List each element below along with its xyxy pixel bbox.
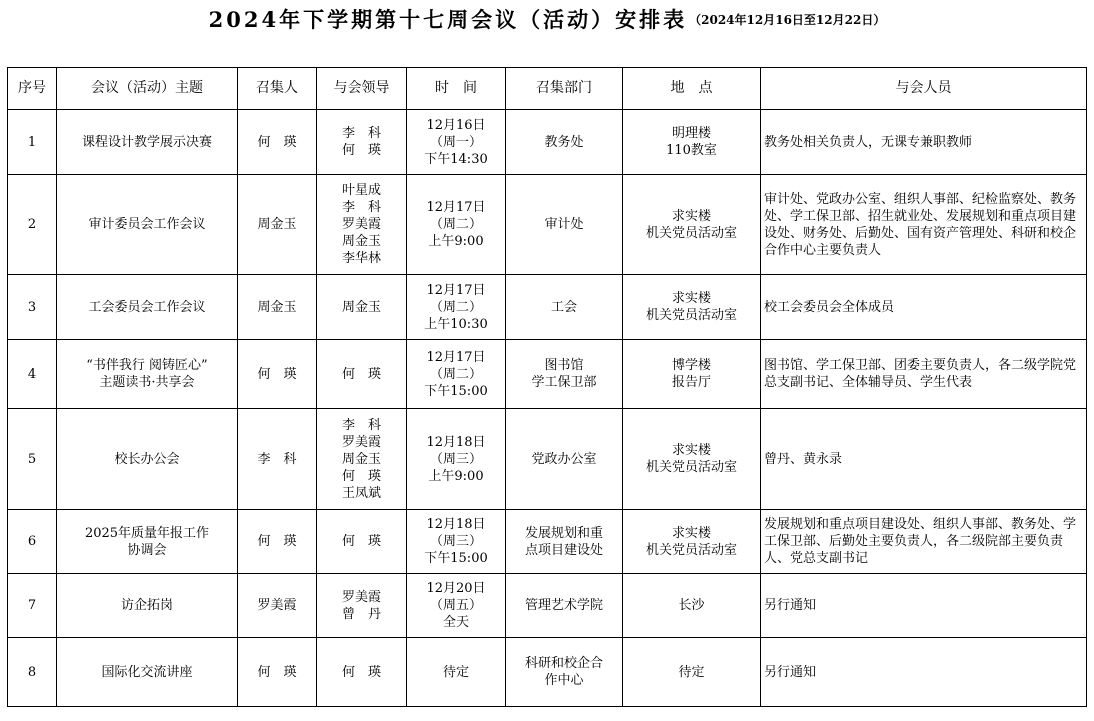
cell-topic: 课程设计教学展示决赛 [57,110,238,175]
cell-time: 12月17日 （周二） 下午15:00 [407,340,506,409]
cell-convener: 何 瑛 [238,110,317,175]
cell-location: 求实楼 机关党员活动室 [623,175,761,275]
title-main: 2024年下学期第十七周会议（活动）安排表 [208,7,688,32]
cell-department: 图书馆 学工保卫部 [506,340,623,409]
table-row [8,175,1087,275]
cell-attendees: 发展规划和重点项目建设处、组织人事部、教务处、学工保卫部、后勤处主要负责人，各二级院部主要负责人、党总支副书记 [761,510,1087,574]
header-attendees: 与会人员 [761,68,1087,110]
table-row [8,638,1087,707]
cell-topic: 审计委员会工作会议 [57,175,238,275]
cell-time: 12月20日 （周五） 全天 [407,574,506,638]
table-row [8,510,1087,574]
cell-department: 发展规划和重 点项目建设处 [506,510,623,574]
cell-leaders: 周金玉 [317,275,407,340]
cell-attendees: 校工会委员会全体成员 [761,275,1087,340]
header-topic: 会议（活动）主题 [57,68,238,110]
cell-leaders: 何 瑛 [317,340,407,409]
cell-no: 3 [8,275,57,340]
schedule-table [7,67,1087,707]
cell-leaders: 叶星成 李 科 罗美霞 周金玉 李华林 [317,175,407,275]
cell-location: 博学楼 报告厅 [623,340,761,409]
cell-leaders: 何 瑛 [317,638,407,707]
cell-convener: 罗美霞 [238,574,317,638]
table-row [8,275,1087,340]
cell-location: 求实楼 机关党员活动室 [623,510,761,574]
table-row [8,409,1087,510]
table-row [8,340,1087,409]
cell-location: 待定 [623,638,761,707]
cell-department: 教务处 [506,110,623,175]
cell-convener: 周金玉 [238,275,317,340]
cell-time: 待定 [407,638,506,707]
cell-convener: 何 瑛 [238,340,317,409]
cell-location: 求实楼 机关党员活动室 [623,275,761,340]
cell-topic: 国际化交流讲座 [57,638,238,707]
cell-time: 12月18日 （周三） 下午15:00 [407,510,506,574]
cell-attendees: 审计处、党政办公室、组织人事部、纪检监察处、教务处、学工保卫部、招生就业处、发展规划和重点项目建设处、财务处、后勤处、国有资产管理处、科研和校企合作中心主要负责人 [761,175,1087,275]
header-row [8,68,1087,110]
header-department: 召集部门 [506,68,623,110]
cell-location: 明理楼 110教室 [623,110,761,175]
header-time: 时 间 [407,68,506,110]
header-leaders: 与会领导 [317,68,407,110]
cell-location: 长沙 [623,574,761,638]
cell-attendees: 另行通知 [761,574,1087,638]
cell-no: 8 [8,638,57,707]
cell-time: 12月16日 （周一） 下午14:30 [407,110,506,175]
cell-no: 7 [8,574,57,638]
cell-no: 6 [8,510,57,574]
cell-department: 审计处 [506,175,623,275]
cell-no: 1 [8,110,57,175]
cell-convener: 何 瑛 [238,510,317,574]
cell-convener: 李 科 [238,409,317,510]
cell-time: 12月17日 （周二） 上午10:30 [407,275,506,340]
cell-attendees: 另行通知 [761,638,1087,707]
header-no: 序号 [8,68,57,110]
cell-topic: 工会委员会工作会议 [57,275,238,340]
header-convener: 召集人 [238,68,317,110]
cell-leaders: 李 科 何 瑛 [317,110,407,175]
cell-no: 5 [8,409,57,510]
cell-department: 工会 [506,275,623,340]
cell-convener: 周金玉 [238,175,317,275]
cell-attendees: 图书馆、学工保卫部、团委主要负责人，各二级学院党总支副书记、全体辅导员、学生代表 [761,340,1087,409]
cell-time: 12月18日 （周三） 上午9:00 [407,409,506,510]
cell-topic: 2025年质量年报工作 协调会 [57,510,238,574]
cell-no: 2 [8,175,57,275]
cell-topic: “书伴我行 阅铸匠心” 主题读书·共享会 [57,340,238,409]
cell-convener: 何 瑛 [238,638,317,707]
cell-leaders: 罗美霞 曾 丹 [317,574,407,638]
cell-no: 4 [8,340,57,409]
title-date-range: （2024年12月16日至12月22日） [689,12,886,27]
cell-department: 科研和校企合 作中心 [506,638,623,707]
header-location: 地 点 [623,68,761,110]
table-row [8,110,1087,175]
cell-leaders: 李 科 罗美霞 周金玉 何 瑛 王凤斌 [317,409,407,510]
table-row [8,574,1087,638]
document-title [0,4,1094,44]
cell-leaders: 何 瑛 [317,510,407,574]
cell-topic: 访企拓岗 [57,574,238,638]
cell-topic: 校长办公会 [57,409,238,510]
cell-time: 12月17日 （周二） 上午9:00 [407,175,506,275]
cell-location: 求实楼 机关党员活动室 [623,409,761,510]
cell-attendees: 曾丹、黄永录 [761,409,1087,510]
cell-attendees: 教务处相关负责人，无课专兼职教师 [761,110,1087,175]
cell-department: 管理艺术学院 [506,574,623,638]
cell-department: 党政办公室 [506,409,623,510]
